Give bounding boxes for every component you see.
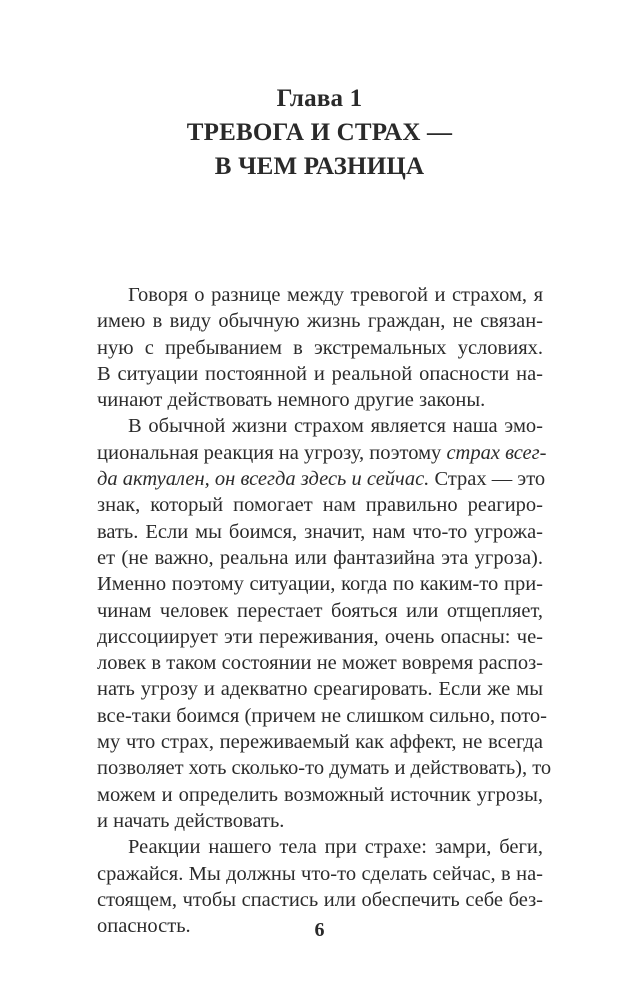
text-line (97, 650, 543, 676)
text-segment: циональная реакция на угрозу, поэтому (97, 441, 447, 464)
text-segment: диссоциирует эти переживания, очень опасны: че- (97, 625, 543, 648)
italic-text: да актуален, он всегда здесь и сейчас. (97, 468, 430, 491)
text-segment: нать угрозу и адекватно среагировать. Если же мы (97, 678, 543, 701)
text-segment: Страх — это (429, 468, 546, 491)
text-segment: вать. Если мы боимся, значит, нам что-то угрожа- (97, 520, 543, 543)
text-segment: Говоря о разнице между тревогой и страхом, я (128, 284, 543, 306)
text-line (97, 440, 547, 466)
text-segment: чинают действовать немного другие законы. (97, 389, 486, 412)
text-line (97, 755, 552, 781)
text-segment: позволяет хоть сколько-то думать и действовать), то (97, 757, 552, 780)
text-line (97, 834, 543, 860)
text-line (97, 308, 543, 334)
body-text (97, 282, 552, 939)
text-segment: ную с пребыванием в экстремальных условиях. (97, 336, 543, 359)
text-line (97, 571, 543, 597)
text-segment: В обычной жизни страхом является наша эмо- (128, 415, 543, 438)
text-segment: ет (не важно, реальна или фантазийна эта угроза). (97, 546, 543, 569)
text-line (97, 282, 543, 308)
chapter-title-line-2: В ЧЕМ РАЗНИЦА (214, 153, 425, 180)
text-line (97, 624, 543, 650)
chapter-title-line-1: ТРЕВОГА И СТРАХ — (186, 119, 453, 146)
italic-text: страх всег- (446, 441, 547, 464)
text-line (97, 782, 543, 808)
text-line (97, 598, 543, 624)
text-line (97, 861, 543, 887)
text-line (97, 887, 543, 913)
text-line (97, 387, 543, 413)
text-line (97, 519, 543, 545)
text-segment: Реакции нашего тела при страхе: замри, беги, (128, 836, 543, 859)
text-segment: стоящем, чтобы спастись или обеспечить себе без- (97, 888, 543, 911)
text-segment: имею в виду обычную жизнь граждан, не связан- (97, 310, 543, 333)
text-line (97, 676, 543, 702)
text-segment: опасность. (97, 915, 191, 938)
text-line (97, 545, 543, 571)
text-line (97, 729, 543, 755)
text-segment: и начать действовать. (97, 809, 285, 832)
text-segment: ловек в таком состоянии не может вовремя распоз- (97, 652, 543, 675)
text-line (97, 808, 543, 834)
text-segment: му что страх, переживаемый как аффект, не всегда (97, 731, 543, 754)
text-segment: сражайся. Мы должны что-то сделать сейчас, в на- (97, 862, 543, 885)
text-line (97, 703, 547, 729)
text-segment: все-таки боимся (причем не слишком сильно, пото- (97, 704, 547, 727)
text-line (97, 335, 543, 361)
text-line (97, 413, 543, 439)
text-line (97, 466, 546, 492)
text-segment: чинам человек перестает бояться или отщепляет, (97, 599, 543, 622)
paragraph (97, 282, 543, 413)
paragraph (97, 413, 552, 834)
chapter-heading (0, 82, 639, 184)
page-number: 6 (314, 919, 325, 941)
text-segment: знак, который помогает нам правильно реагиро- (97, 494, 543, 517)
chapter-number: Глава 1 (276, 85, 363, 112)
text-segment: Именно поэтому ситуации, когда по каким-то при- (97, 573, 543, 596)
text-line (97, 492, 543, 518)
text-line (97, 361, 543, 387)
text-segment: можем и определить возможный источник угрозы, (97, 783, 543, 806)
text-segment: В ситуации постоянной и реальной опасности на- (97, 362, 543, 385)
